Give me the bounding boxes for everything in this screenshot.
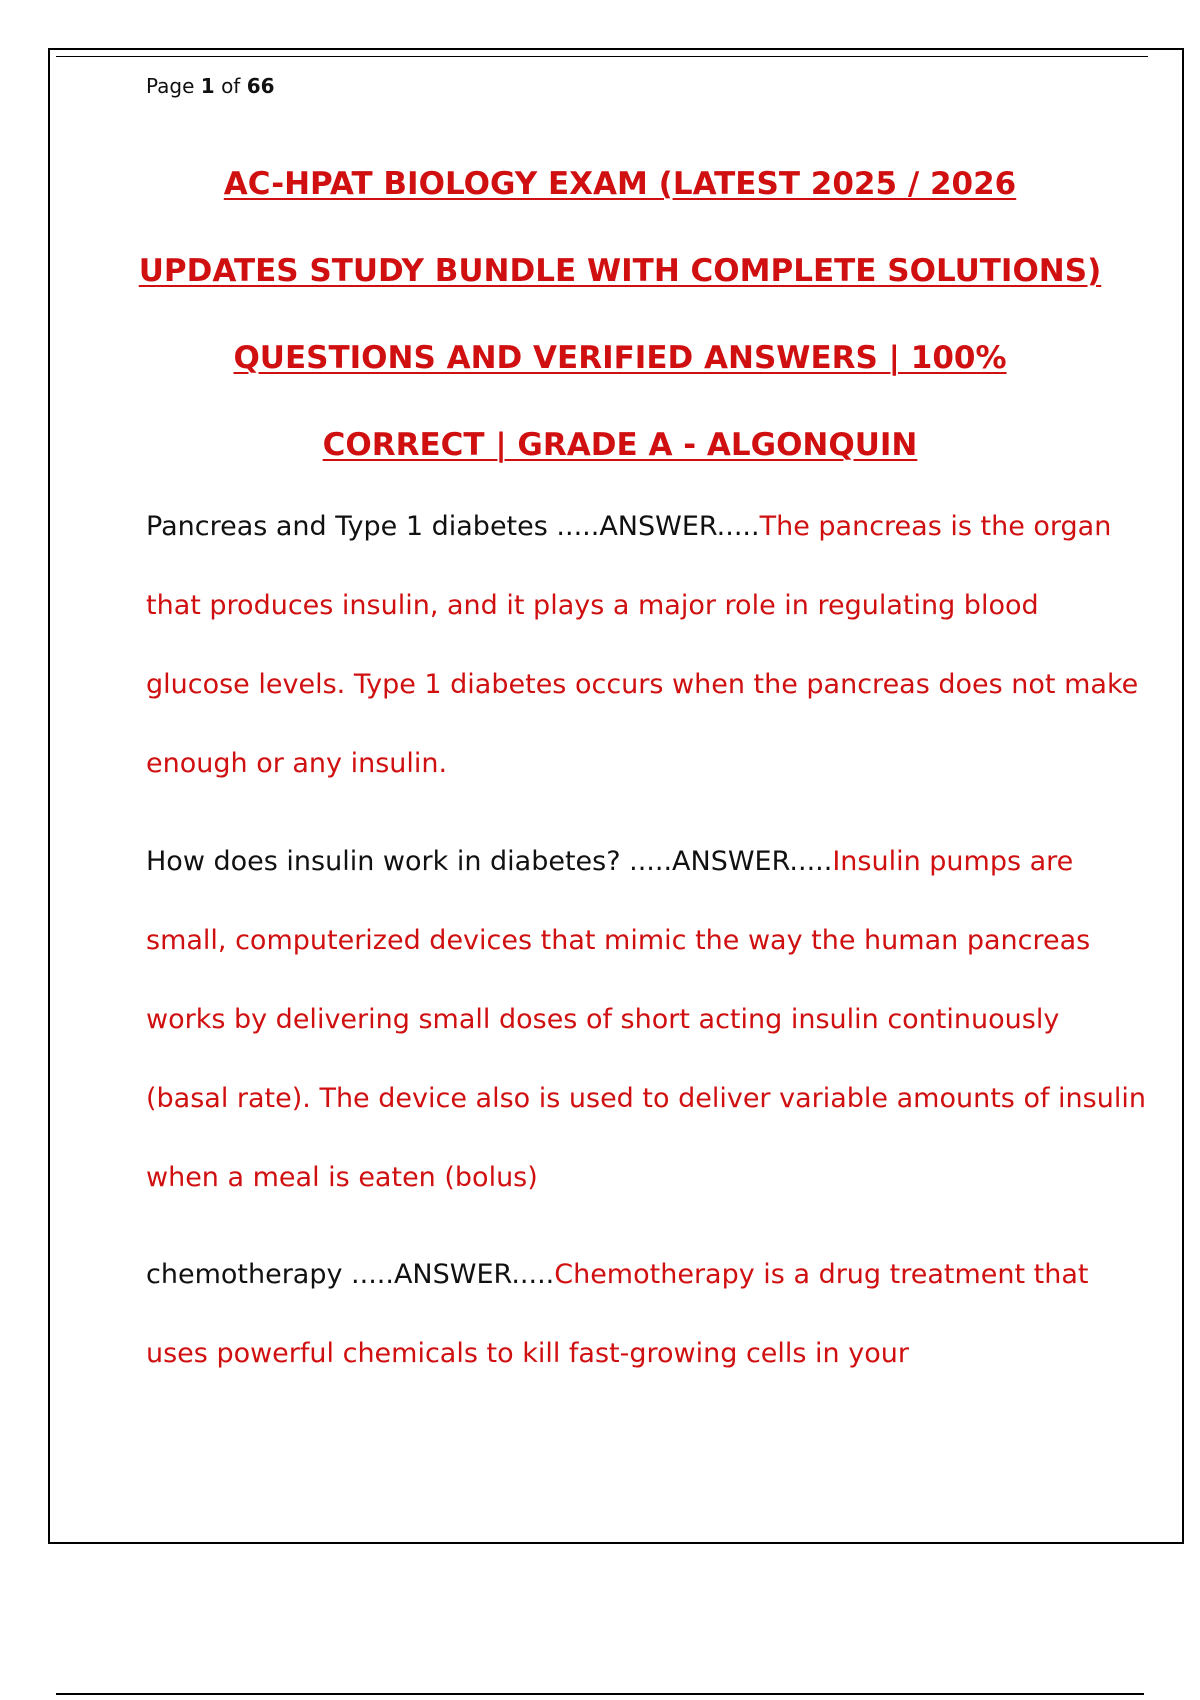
title-line-2: UPDATES STUDY BUNDLE WITH COMPLETE SOLUTIONS)	[138, 252, 1102, 289]
question-text: chemotherapy .....ANSWER.....	[146, 1259, 555, 1290]
page-frame	[48, 48, 1184, 1544]
answer-text: The pancreas is the organ that produces insulin, and it plays a major role in regulating blood glucose levels. Type 1 diabetes occurs when the pancreas does not make enough or any insulin.	[146, 511, 1139, 779]
question-text: Pancreas and Type 1 diabetes .....ANSWER.....	[146, 511, 760, 542]
answer-text: Chemotherapy is a drug treatment that uses powerful chemicals to kill fast-growing cells in your	[146, 1259, 1089, 1369]
page-current: 1	[200, 74, 215, 98]
title-line-1: AC-HPAT BIOLOGY EXAM (LATEST 2025 / 2026	[223, 165, 1017, 202]
qa-item	[146, 487, 1146, 803]
page-counter	[146, 74, 275, 98]
page-of: of	[221, 74, 241, 98]
page-total: 66	[246, 74, 275, 98]
qa-item	[146, 822, 1146, 1217]
title-line-4: CORRECT | GRADE A - ALGONQUIN	[322, 426, 918, 463]
frame-top-rule	[56, 56, 1148, 57]
title-line-3: QUESTIONS AND VERIFIED ANSWERS | 100%	[233, 339, 1007, 376]
page-label: Page	[146, 74, 195, 98]
next-page-top-rule	[56, 1693, 1144, 1695]
question-text: How does insulin work in diabetes? .....ANSWER.....	[146, 846, 833, 877]
qa-item	[146, 1235, 1146, 1393]
document-title	[90, 140, 1150, 488]
answer-text: Insulin pumps are small, computerized devices that mimic the way the human pancreas works by delivering small doses of short acting insulin continuously (basal rate). The device also is used to deliver variable amounts of insulin when a meal is eaten (bolus)	[146, 846, 1146, 1193]
